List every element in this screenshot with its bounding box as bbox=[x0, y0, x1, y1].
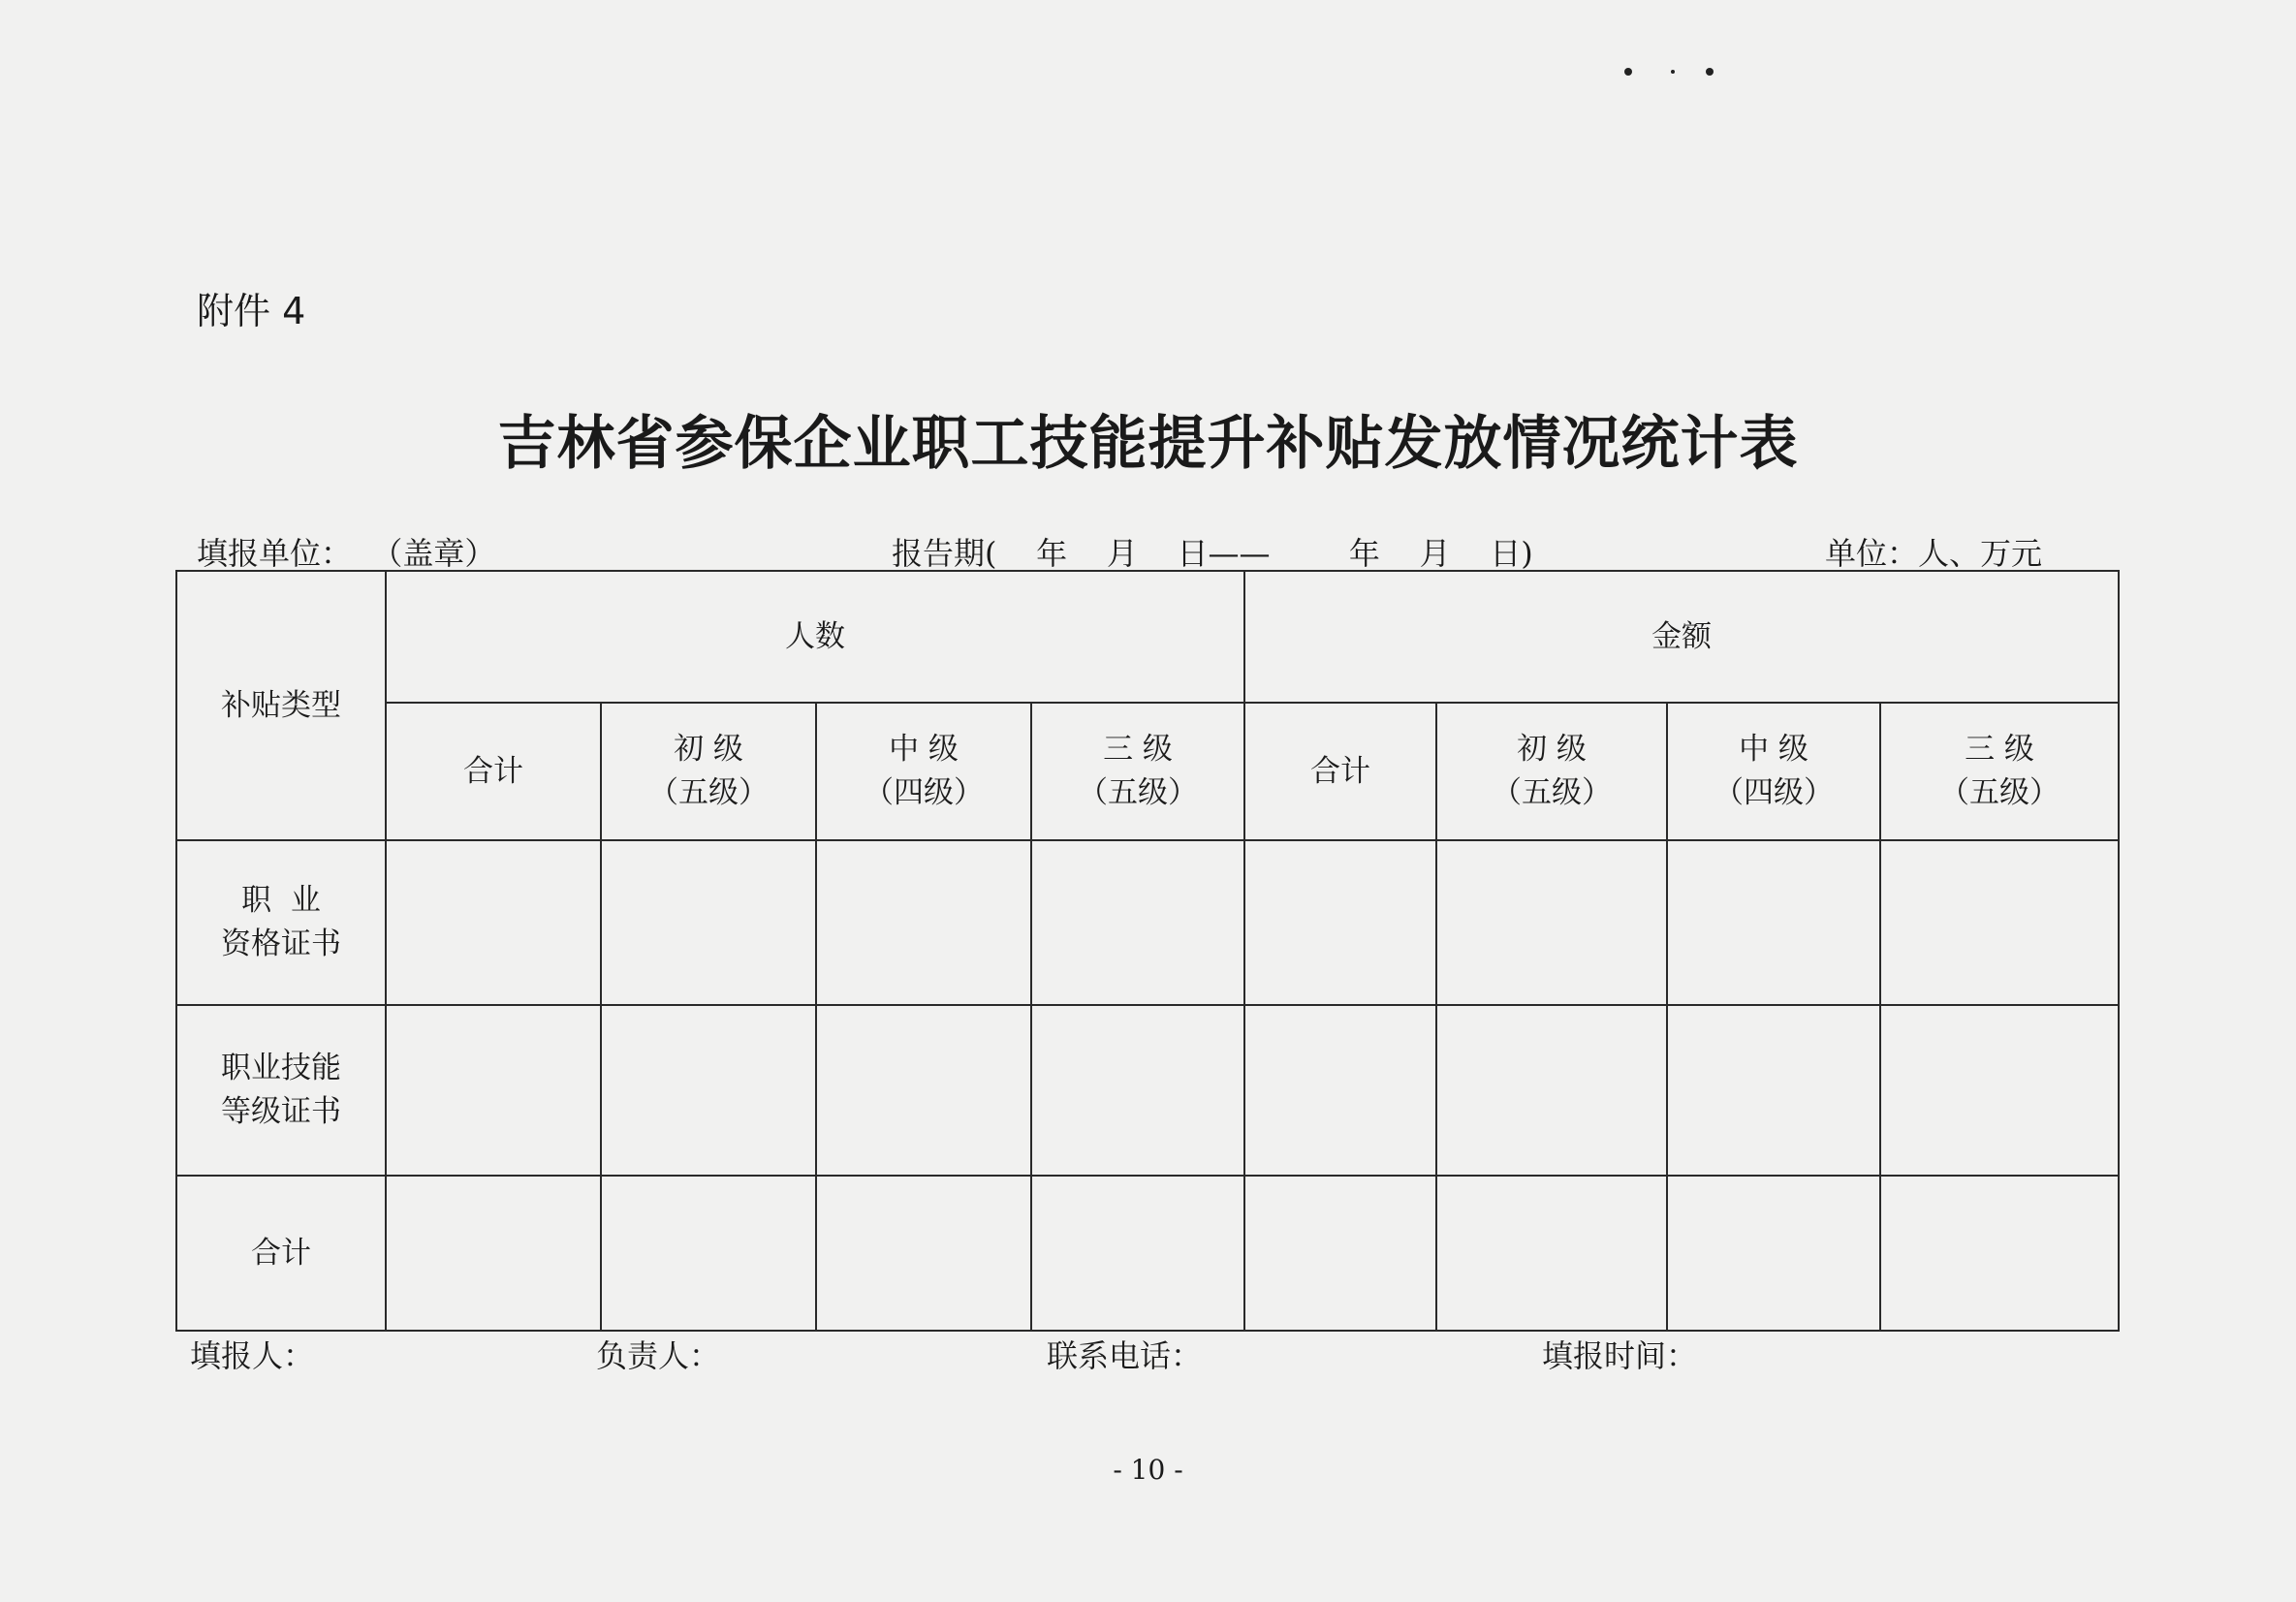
table-cell[interactable] bbox=[386, 1176, 601, 1331]
row-label-skill-level-cert bbox=[176, 1005, 386, 1176]
table-cell[interactable] bbox=[1436, 1005, 1667, 1176]
group-header-amount bbox=[1244, 571, 2119, 703]
table-row-total bbox=[176, 1176, 2119, 1331]
table-row bbox=[176, 1005, 2119, 1176]
table-cell[interactable] bbox=[386, 840, 601, 1005]
table-cell[interactable] bbox=[1244, 840, 1436, 1005]
reporting-unit: 填报单位： （盖章） bbox=[197, 535, 496, 572]
leader-label: 负责人： bbox=[596, 1337, 721, 1374]
group-header-headcount bbox=[386, 571, 1244, 703]
row-label-total bbox=[176, 1176, 386, 1331]
column-header bbox=[386, 703, 601, 840]
table-cell[interactable] bbox=[1031, 1176, 1244, 1331]
column-header bbox=[816, 703, 1031, 840]
table-cell[interactable] bbox=[1244, 1176, 1436, 1331]
page-title: 吉林省参保企业职工技能提升补贴发放情况统计表 bbox=[497, 410, 1799, 478]
statistics-table bbox=[175, 570, 2120, 1332]
table-cell[interactable] bbox=[816, 1005, 1031, 1176]
column-header-line1: 中 级 bbox=[1739, 732, 1808, 768]
fill-time-label: 填报时间： bbox=[1542, 1337, 1698, 1374]
scan-dot bbox=[1706, 68, 1714, 76]
page-number: - 10 - bbox=[1113, 1454, 1183, 1486]
column-header-line2: （五级） bbox=[1078, 775, 1198, 810]
table-cell[interactable] bbox=[601, 840, 816, 1005]
table-cell[interactable] bbox=[816, 1176, 1031, 1331]
phone-label: 联系电话： bbox=[1047, 1337, 1203, 1374]
header-row-levels bbox=[176, 703, 2119, 840]
table-cell[interactable] bbox=[1667, 840, 1880, 1005]
column-header-line1: 初 级 bbox=[1517, 732, 1587, 768]
row-label-line2: 等级证书 bbox=[221, 1094, 341, 1129]
table-cell[interactable] bbox=[1031, 1005, 1244, 1176]
column-header-line1: 中 级 bbox=[889, 732, 959, 768]
column-header-line1: 三 级 bbox=[1965, 732, 2034, 768]
scan-marks bbox=[1620, 64, 1717, 78]
table-cell[interactable] bbox=[601, 1005, 816, 1176]
column-header-line2: （五级） bbox=[648, 775, 769, 810]
column-header-line2: （五级） bbox=[1939, 775, 2060, 810]
column-header-line1: 初 级 bbox=[674, 732, 743, 768]
column-header bbox=[1244, 703, 1436, 840]
table-cell[interactable] bbox=[1880, 1005, 2119, 1176]
column-header-line2: （四级） bbox=[864, 775, 984, 810]
header-row-groups bbox=[176, 571, 2119, 703]
column-header-line1: 三 级 bbox=[1103, 732, 1173, 768]
filler-label: 填报人： bbox=[190, 1337, 315, 1374]
table-cell[interactable] bbox=[816, 840, 1031, 1005]
table-cell[interactable] bbox=[1244, 1005, 1436, 1176]
scan-dot bbox=[1624, 68, 1632, 76]
table-cell[interactable] bbox=[1031, 840, 1244, 1005]
table-cell[interactable] bbox=[1436, 1176, 1667, 1331]
group-header-label: 金额 bbox=[1651, 618, 1712, 654]
scan-dot bbox=[1671, 70, 1675, 74]
table-cell[interactable] bbox=[386, 1005, 601, 1176]
column-header-line2: （五级） bbox=[1492, 775, 1612, 810]
report-period: 报告期( 年 月 日—— 年 月 日) bbox=[892, 535, 1533, 572]
column-header bbox=[1031, 703, 1244, 840]
row-label-line1: 职 业 bbox=[241, 883, 321, 919]
column-header-line1: 合计 bbox=[463, 753, 523, 789]
column-header-line2: （四级） bbox=[1714, 775, 1834, 810]
row-label-line2: 资格证书 bbox=[221, 927, 341, 961]
column-header bbox=[601, 703, 816, 840]
table-cell[interactable] bbox=[1436, 840, 1667, 1005]
table-cell[interactable] bbox=[1667, 1005, 1880, 1176]
table-row bbox=[176, 840, 2119, 1005]
row-header-cell bbox=[176, 571, 386, 840]
column-header bbox=[1436, 703, 1667, 840]
table-cell[interactable] bbox=[1880, 840, 2119, 1005]
table-cell[interactable] bbox=[1880, 1176, 2119, 1331]
table-cell[interactable] bbox=[1667, 1176, 1880, 1331]
attachment-label: 附件 4 bbox=[197, 290, 306, 332]
row-label-qualification-cert bbox=[176, 840, 386, 1005]
column-header bbox=[1880, 703, 2119, 840]
column-header-line1: 合计 bbox=[1310, 753, 1370, 789]
table-cell[interactable] bbox=[601, 1176, 816, 1331]
units-note: 单位：人、万元 bbox=[1825, 535, 2043, 572]
row-label-line1: 职业技能 bbox=[221, 1051, 341, 1086]
column-header bbox=[1667, 703, 1880, 840]
row-label-line1: 合计 bbox=[251, 1235, 311, 1271]
group-header-label: 人数 bbox=[785, 618, 845, 654]
row-header-label: 补贴类型 bbox=[221, 687, 341, 723]
